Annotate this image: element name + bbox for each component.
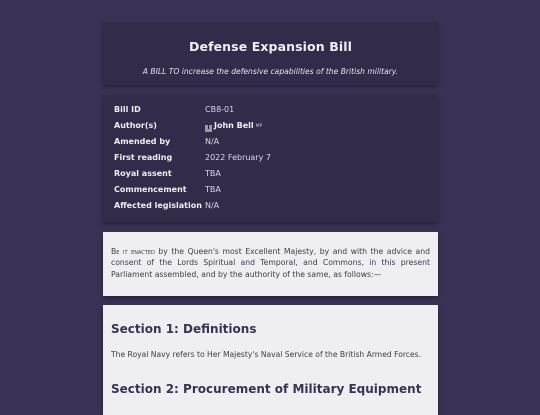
section-heading: Section 2: Procurement of Military Equipment <box>111 382 422 396</box>
info-value <box>205 121 262 132</box>
enacting-formula-card <box>103 232 438 296</box>
enacting-formula <box>111 246 430 280</box>
bill-info-card <box>103 95 438 222</box>
info-label: Royal assent <box>114 169 172 178</box>
info-row-amended-by <box>114 137 430 151</box>
section-body: The Royal Navy refers to Her Majesty's Naval Service of the British Armed Forces. <box>111 350 422 359</box>
bill-title-card <box>103 22 438 85</box>
info-value: CB8-01 <box>205 105 235 114</box>
info-row-authors <box>114 121 430 135</box>
sections-card <box>103 305 438 415</box>
info-row-first-reading <box>114 153 430 167</box>
section-heading: Section 1: Definitions <box>111 322 257 336</box>
info-label: Amended by <box>114 137 171 146</box>
info-value: TBA <box>205 169 221 178</box>
author-link[interactable]: John Bell <box>214 121 254 130</box>
info-label: Bill ID <box>114 105 141 114</box>
info-label: Author(s) <box>114 121 157 130</box>
info-label: Affected legislation <box>114 201 202 210</box>
enacting-lead: Be it enacted <box>111 247 155 256</box>
bill-long-title: A BILL TO increase the defensive capabilities of the British military. <box>142 67 399 76</box>
info-value: 2022 February 7 <box>205 153 271 162</box>
info-value: N/A <box>205 201 220 210</box>
party-independent-icon: I <box>205 125 212 132</box>
info-row-royal-assent <box>114 169 430 183</box>
enacting-text: by the Queen's most Excellent Majesty, by and with the advice and consent of the Lords Spiritual and Temporal, and Commons, in this present Parliament assembled, and by the authority of the same, as follows:— <box>111 247 430 279</box>
page-title: Defense Expansion Bill <box>189 39 352 54</box>
info-row-bill-id <box>114 105 430 119</box>
author-suffix: MP <box>255 124 263 129</box>
info-label: First reading <box>114 153 173 162</box>
info-row-affected-legislation <box>114 201 430 215</box>
info-value: TBA <box>205 185 221 194</box>
info-row-commencement <box>114 185 430 199</box>
info-label: Commencement <box>114 185 187 194</box>
info-value: N/A <box>205 137 220 146</box>
